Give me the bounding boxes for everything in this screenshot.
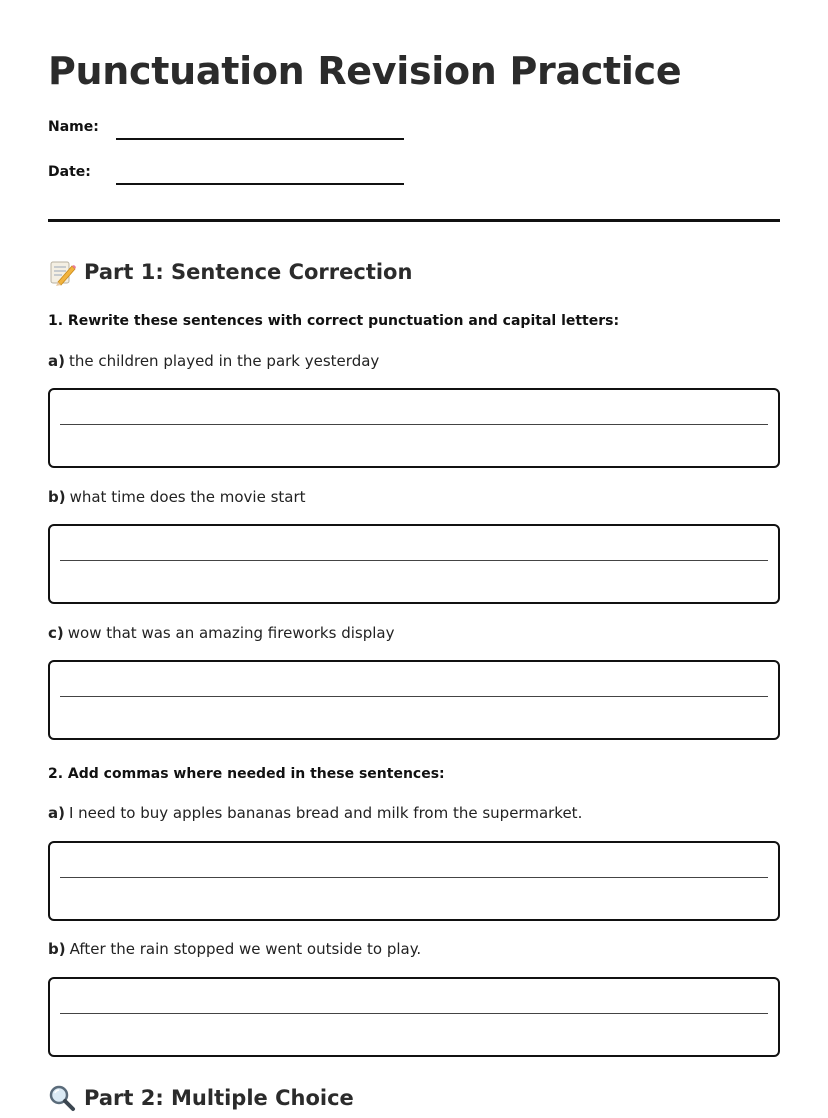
item-letter: a) <box>48 804 65 822</box>
answer-box-1b[interactable] <box>48 524 780 604</box>
name-label: Name: <box>48 119 99 135</box>
answer-box-2a[interactable] <box>48 841 780 921</box>
answer-line <box>60 1013 768 1014</box>
answer-box-2b[interactable] <box>48 977 780 1057</box>
name-field[interactable] <box>116 138 404 140</box>
item-letter: b) <box>48 488 66 506</box>
header-divider <box>48 219 780 222</box>
question-2b <box>48 939 421 959</box>
question-1b <box>48 487 306 507</box>
answer-line <box>60 560 768 561</box>
answer-line <box>60 877 768 878</box>
item-text: After the rain stopped we went outside to play. <box>69 940 422 958</box>
part2-title: Part 2: Multiple Choice <box>84 1086 354 1110</box>
date-label: Date: <box>48 164 91 180</box>
item-letter: c) <box>48 624 64 642</box>
question-2a <box>48 803 582 823</box>
item-letter: a) <box>48 352 65 370</box>
item-text: what time does the movie start <box>69 488 306 506</box>
name-field-row <box>48 118 408 148</box>
item-letter: b) <box>48 940 66 958</box>
memo-pencil-icon <box>48 258 76 286</box>
question-1c <box>48 623 394 643</box>
date-field-row <box>48 163 408 193</box>
page-title: Punctuation Revision Practice <box>48 49 682 93</box>
part1-title: Part 1: Sentence Correction <box>84 260 413 284</box>
question-1-prompt: 1. Rewrite these sentences with correct punctuation and capital letters: <box>48 313 620 329</box>
date-field[interactable] <box>116 183 404 185</box>
item-text: I need to buy apples bananas bread and milk from the supermarket. <box>68 804 583 822</box>
part2-heading <box>48 1082 354 1114</box>
answer-box-1c[interactable] <box>48 660 780 740</box>
item-text: wow that was an amazing fireworks display <box>67 624 395 642</box>
part1-heading <box>48 256 412 288</box>
question-1a <box>48 351 379 371</box>
answer-line <box>60 696 768 697</box>
magnifying-glass-icon <box>48 1084 76 1112</box>
item-text: the children played in the park yesterday <box>68 352 380 370</box>
answer-line <box>60 424 768 425</box>
answer-box-1a[interactable] <box>48 388 780 468</box>
question-2-prompt: 2. Add commas where needed in these sentences: <box>48 766 445 782</box>
